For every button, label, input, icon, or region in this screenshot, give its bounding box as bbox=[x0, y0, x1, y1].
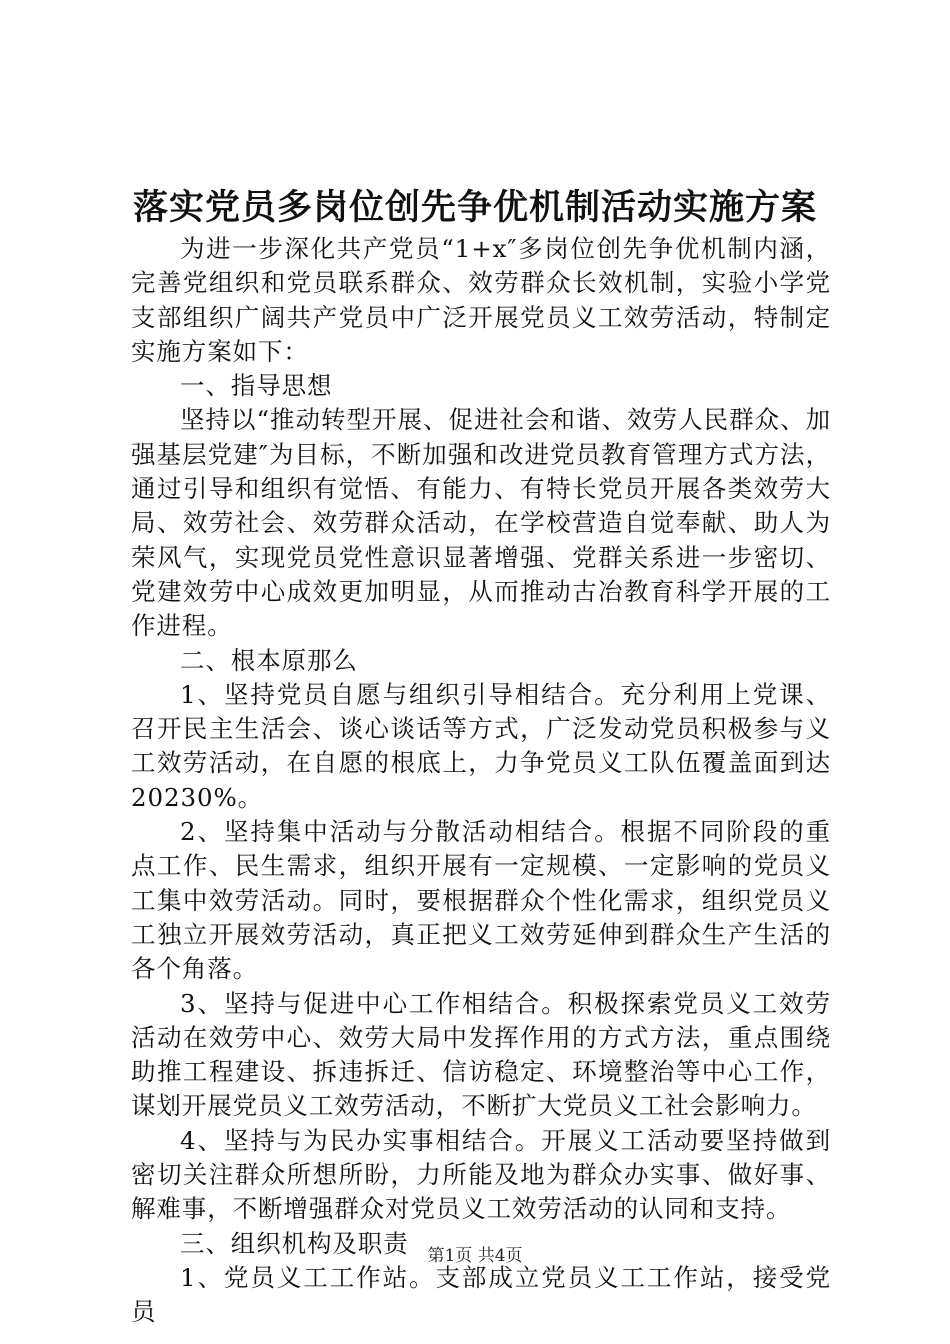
document-body bbox=[131, 232, 831, 1330]
page-footer: 第1页 共4页 bbox=[427, 1246, 523, 1266]
section-heading-organization: 三、组织机构及职责 bbox=[180, 1228, 409, 1258]
section-heading-guiding-ideology: 一、指导思想 bbox=[180, 371, 333, 401]
document-title: 落实党员多岗位创先争优机制活动实施方案 bbox=[132, 187, 817, 228]
organization-1-paragraph: 1、党员义工工作站。支部成立党员义工工作站，接受党员 bbox=[131, 1262, 831, 1327]
section-heading-basic-principles: 二、根本原那么 bbox=[180, 645, 358, 675]
principle-2-paragraph: 2、坚持集中活动与分散活动相结合。根据不同阶段的重点工作、民生需求，组织开展有一定规模、一定影响的党员义工集中效劳活动。同时，要根据群众个性化需求，组织党员义工独立开展效劳活动，真正把义工效劳延伸到群众生产生活的各个角落。 bbox=[131, 817, 831, 984]
guiding-ideology-paragraph: 坚持以“推动转型开展、促进社会和谐、效劳人民群众、加强基层党建″为目标，不断加强和改进党员教育管理方式方法，通过引导和组织有觉悟、有能力、有特长党员开展各类效劳大局、效劳社会、效劳群众活动，在学校营造自觉奉献、助人为荣风气，实现党员党性意识显著增强、党群关系进一步密切、党建效劳中心成效更加明显，从而推动古冶教育科学开展的工作进程。 bbox=[131, 405, 831, 641]
principle-1-paragraph: 1、坚持党员自愿与组织引导相结合。充分利用上党课、召开民主生活会、谈心谈话等方式，广泛发动党员积极参与义工效劳活动，在自愿的根底上，力争党员义工队伍覆盖面到达20230%。 bbox=[131, 679, 831, 812]
principle-4-paragraph: 4、坚持与为民办实事相结合。开展义工活动要坚持做到密切关注群众所想所盼，力所能及地为群众办实事、做好事、解难事，不断增强群众对党员义工效劳活动的认同和支持。 bbox=[131, 1125, 831, 1224]
intro-paragraph: 为进一步深化共产党员“1+x″多岗位创先争优机制内涵，完善党组织和党员联系群众、效劳群众长效机制，实验小学党支部组织广阔共产党员中广泛开展党员义工效劳活动，特制定实施方案如下： bbox=[131, 234, 831, 366]
principle-3-paragraph: 3、坚持与促进中心工作相结合。积极探索党员义工效劳活动在效劳中心、效劳大局中发挥作用的方式方法，重点围绕助推工程建设、拆违拆迁、信访稳定、环境整治等中心工作，谋划开展党员义工效劳活动，不断扩大党员义工社会影响力。 bbox=[131, 988, 831, 1121]
